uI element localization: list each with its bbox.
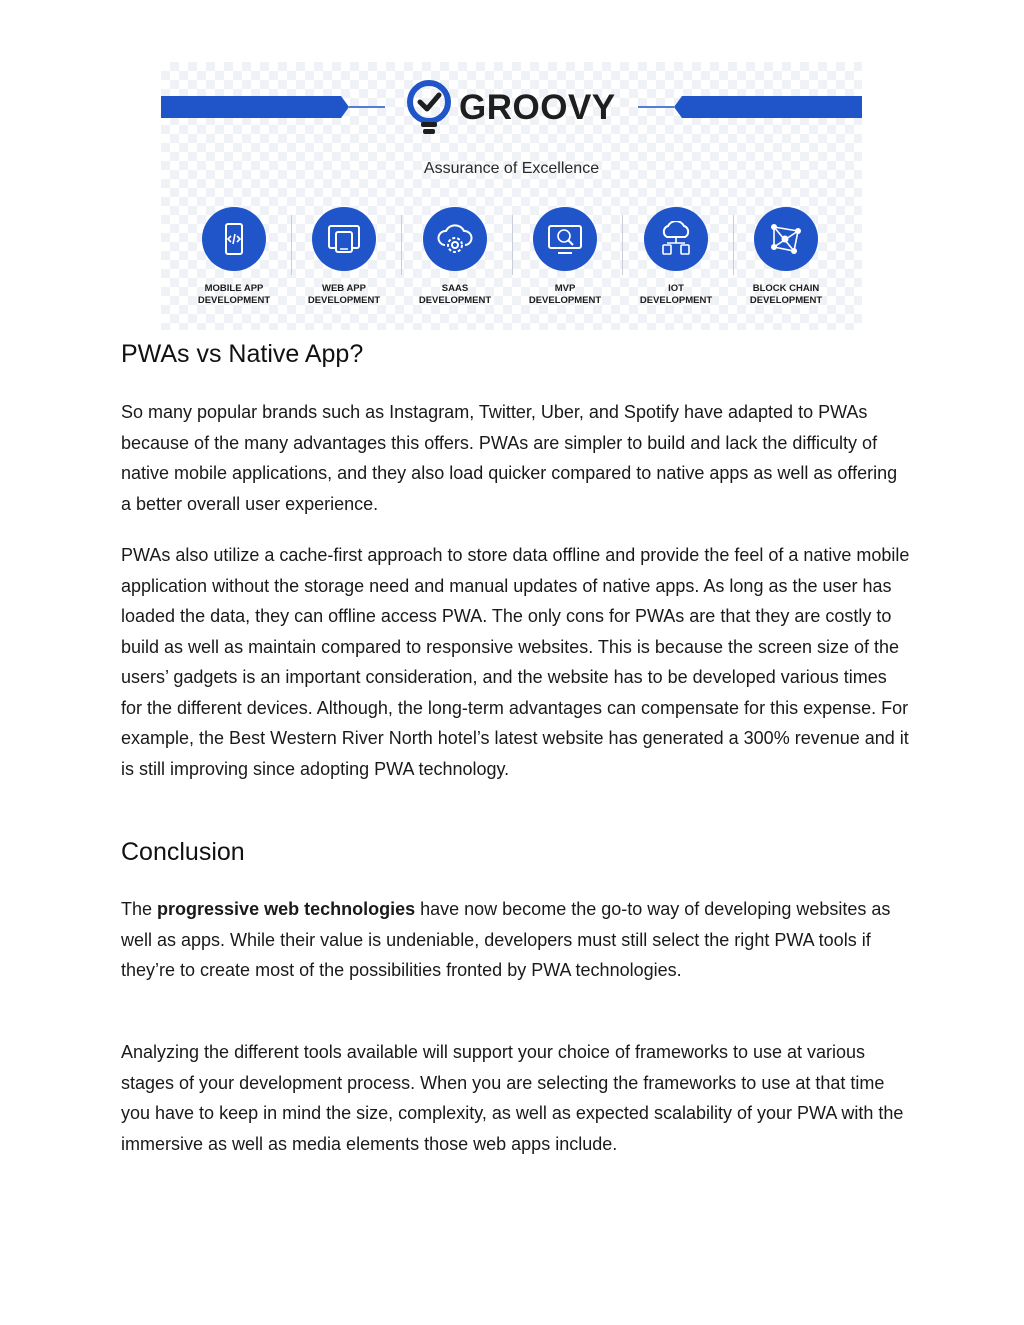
paragraph: Analyzing the different tools available will support your choice of frameworks to use at various stages of your development process. When you are selecting the frameworks to use at that time you have to keep in mind the size, complexity, as well as expected scalability of your PWA with the immersive as well as media elements those web apps include. [121, 1042, 904, 1154]
service-label: IOT DEVELOPMENT [639, 283, 713, 306]
browser-devices-icon [326, 222, 362, 256]
paragraph-text: The [121, 899, 158, 919]
service-icon-circle [533, 207, 597, 271]
logo-wordmark: GROOVY [459, 88, 616, 127]
iot-cloud-icon [658, 221, 694, 257]
service-icon-circle [644, 207, 708, 271]
paragraph: PWAs also utilize a cache-first approach to store data offline and provide the feel of a native mobile application without the storage need and manual updates of native apps. As long as the user has loaded the data, they can offline access PWA. The only cons for PWAs are that they are costly to build as well as maintain compared to responsive websites. This is because the screen size of the users’ gadgets is an important consideration, and the website has to be developed various times for the different devices. Although, the long-term advantages can compensate for this expense. For example, the Best Western River North hotel’s latest website has generated a 300% revenue and it is still improving since adopting PWA technology. [121, 545, 910, 779]
code-phone-icon [217, 222, 251, 256]
network-nodes-icon [768, 221, 804, 257]
service-saas [400, 207, 510, 307]
paragraph-text: have now become the go-to way of developing websites as well as apps. While their value is undeniable, developers must still select the right PWA tools if they’re to create most of the possibilities fronted by PWA technologies. [121, 899, 891, 980]
heading-conclusion: Conclusion [121, 838, 245, 866]
decorative-line-left [349, 106, 385, 108]
service-label: MOBILE APP DEVELOPMENT [197, 283, 271, 306]
mvp-monitor-icon [546, 222, 584, 256]
service-block-chain [731, 207, 841, 307]
service-label: MVP DEVELOPMENT [528, 283, 602, 306]
paragraph [121, 894, 911, 986]
service-iot [621, 207, 731, 307]
service-icon-circle [423, 207, 487, 271]
heading-pwas-vs-native: PWAs vs Native App? [121, 340, 364, 368]
decorative-bar-left [161, 96, 349, 118]
service-mvp [510, 207, 620, 307]
service-mobile-app [179, 207, 289, 307]
service-label: SAAS DEVELOPMENT [418, 283, 492, 306]
service-icon-circle [312, 207, 376, 271]
service-label: BLOCK CHAIN DEVELOPMENT [749, 283, 823, 306]
groovy-logo [407, 80, 616, 136]
groovy-banner [161, 62, 862, 330]
decorative-line-right [638, 106, 674, 108]
service-label: WEB APP DEVELOPMENT [307, 283, 381, 306]
service-web-app [289, 207, 399, 307]
bold-phrase: progressive web technologies [157, 899, 416, 919]
banner-tagline: Assurance of Excellence [423, 160, 600, 177]
lightbulb-check-icon [407, 80, 451, 136]
paragraph: So many popular brands such as Instagram, Twitter, Uber, and Spotify have adapted to PWAs because of the many advantages this offers. PWAs are simpler to build and lack the difficulty of native mobile applications, and they also load quicker compared to native apps as well as offering a better overall user experience. [121, 402, 898, 514]
service-list [179, 207, 847, 317]
decorative-bar-right [674, 96, 862, 118]
service-icon-circle [202, 207, 266, 271]
cloud-gear-icon [436, 221, 474, 257]
service-icon-circle [754, 207, 818, 271]
